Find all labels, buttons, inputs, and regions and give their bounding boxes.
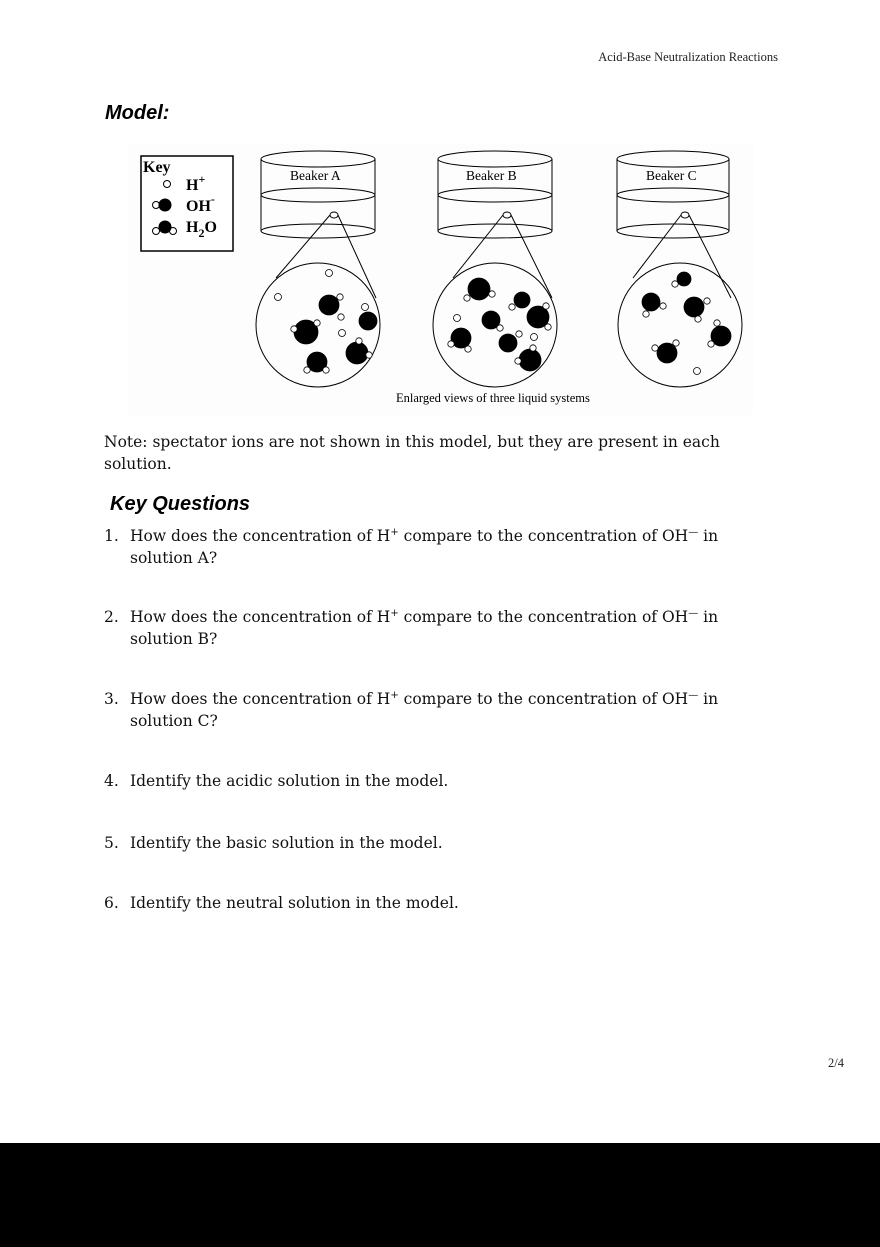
key-item-hydroxide: OH- bbox=[186, 192, 215, 215]
model-heading: Model: bbox=[105, 102, 170, 124]
question-text: Identify the basic solution in the model. bbox=[130, 834, 443, 852]
figure-caption: Enlarged views of three liquid systems bbox=[396, 391, 590, 405]
beaker-a-particles bbox=[275, 270, 378, 374]
question-number: 2. bbox=[104, 608, 119, 626]
h-ion-icon bbox=[164, 181, 171, 188]
question-number: 4. bbox=[104, 772, 119, 790]
question-text: How does the concentration of H+ compare to the concentration of OH— in solution B? bbox=[130, 607, 719, 648]
question-6 bbox=[104, 893, 744, 915]
beaker-a-label: Beaker A bbox=[290, 168, 341, 183]
key-legend bbox=[141, 156, 233, 251]
question-1 bbox=[104, 526, 744, 569]
beaker-c-particles bbox=[642, 272, 731, 375]
question-5 bbox=[104, 833, 744, 855]
key-title: Key bbox=[143, 159, 171, 176]
question-number: 5. bbox=[104, 834, 119, 852]
question-number: 6. bbox=[104, 894, 119, 912]
beaker-model-figure bbox=[128, 143, 753, 415]
beaker-c bbox=[617, 151, 742, 387]
beaker-b-particles bbox=[448, 278, 551, 371]
page-number: 2/4 bbox=[828, 1056, 844, 1070]
question-text: Identify the neutral solution in the model. bbox=[130, 894, 459, 912]
question-number: 3. bbox=[104, 690, 119, 708]
question-4 bbox=[104, 771, 744, 793]
question-text: Identify the acidic solution in the model. bbox=[130, 772, 449, 790]
key-questions-heading: Key Questions bbox=[110, 493, 251, 515]
question-text: How does the concentration of H+ compare to the concentration of OH— in solution A? bbox=[130, 526, 719, 567]
beaker-c-label: Beaker C bbox=[646, 168, 697, 183]
question-2 bbox=[104, 607, 744, 650]
question-3 bbox=[104, 689, 744, 732]
spectator-ions-note: Note: spectator ions are not shown in this model, but they are present in each solution. bbox=[104, 433, 720, 473]
running-header: Acid-Base Neutralization Reactions bbox=[598, 50, 778, 64]
question-number: 1. bbox=[104, 527, 119, 545]
beaker-b-label: Beaker B bbox=[466, 168, 517, 183]
key-item-water: $H_2O$ bbox=[186, 219, 217, 240]
key-item-h-ion: H+ bbox=[186, 172, 206, 194]
question-text: How does the concentration of H+ compare to the concentration of OH— in solution C? bbox=[130, 689, 719, 730]
beaker-b bbox=[433, 151, 557, 387]
